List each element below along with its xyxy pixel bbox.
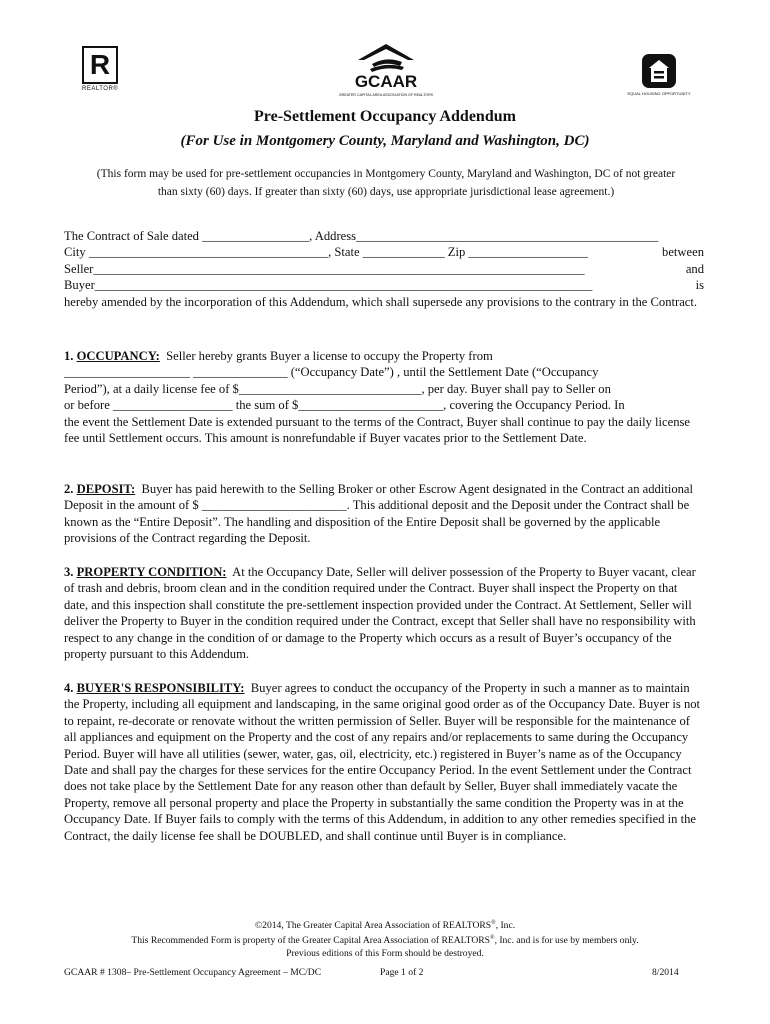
registered-mark: ® (491, 920, 496, 926)
seller-line (64, 261, 704, 277)
form-date: 8/2014 (652, 967, 679, 978)
copyright-line2-end: , Inc. and is for use by members only. (494, 935, 639, 947)
section-property-condition (64, 564, 704, 662)
section-4-text: Buyer agrees to conduct the occupancy of the Property in such a manner as to maintain the Property, including all equipment and landscaping, in the same original good order as of the Occupancy Date. Buyer is not to repaint, re-decorate or renovate without the written permission of Seller. Buyer will be responsible for the maintenance of all appliances and equipment on the Property and the cost of any repairs and/or replacements to same during the Occupancy Period. Buyer will have all utilities (sewer, water, gas, oil, electricity, etc.) registered in Buyer’s name as of the Occupancy Date and shall pay the charges for these services for the entire Occupancy Period. In the event Settlement under the Contract does not take place by the Settlement Date for any reason other than default by Seller, Buyer shall immediately vacate the Property, remove all personal property and place the Property in substantially the same condition the Property was in at the Occupancy Date. If Buyer fails to comply with the terms of this Addendum, in addition to any other remedies specified in the Contract, the daily license fee shall be DOUBLED, and shall continue until Buyer is in compliance. (64, 681, 701, 843)
section-1-text: the event the Settlement Date is extended pursuant to the terms of the Contract, Buyer shall continue to pay the daily license fee until Settlement occurs. This amount is nonrefundable if Buyer vacates prior to the Settlement Date. (64, 414, 691, 446)
section-1-number: 1 (64, 349, 71, 363)
buyer-field[interactable]: _______________________________________________________________________________ (94, 278, 593, 293)
usage-note-line2: than sixty (60) days. If greater than sixty (60) days, use appropriate jurisdictional lease agreement.) (157, 186, 615, 198)
section-4-number: 4. (64, 681, 74, 695)
copyright-block (0, 917, 770, 960)
section-3-heading: PROPERTY CONDITION: (76, 565, 227, 579)
section-3-text: At the Occupancy Date, Seller will deliver possession of the Property to Buyer vacant, clear of trash and debris, broom clean and in the condition required under the Contract. Buyer shall inspect the Property on that date, and this inspection shall constitute the pre-settlement inspection provided under the Contract. At Settlement, Seller will deliver the Property to Buyer in the condition required under the Contract, except that Seller shall have no responsibility with respect to any change in the condition of or damage to the Property which occurs as a result of Buyer’s occupancy of the property pursuant to this Addendum. (64, 565, 696, 662)
buyer-line (64, 277, 704, 293)
section-2-number: 2. (64, 482, 74, 496)
contract-date-label[interactable]: The Contract of Sale dated _________________, Address (64, 229, 357, 243)
gcaar-logo (336, 42, 436, 100)
city-state-zip-fields[interactable]: City ______________________________________, State _____________ Zip ___________________ (64, 245, 589, 260)
form-id: GCAAR # 1308– Pre-Settlement Occupancy Agreement – MC/DC (64, 967, 322, 978)
address-field[interactable]: ________________________________________________ (356, 229, 659, 243)
usage-note (64, 165, 708, 201)
section-3-number: 3. (64, 565, 74, 579)
document-title: Pre-Settlement Occupancy Addendum (254, 108, 516, 125)
copyright-line3: Previous editions of this Form should be destroyed. (286, 948, 484, 960)
usage-note-line1: (This form may be used for pre-settlement occupancies in Montgomery County, Maryland and Washington, DC of not greater (96, 168, 676, 180)
copyright-line1: ©2014, The Greater Capital Area Association of REALTORS (254, 920, 492, 932)
page-number: Page 1 of 2 (380, 967, 424, 978)
buyer-label: Buyer (64, 278, 95, 293)
between-label: between (662, 245, 704, 260)
contract-intro (64, 228, 704, 310)
document-subtitle: (For Use in Montgomery County, Maryland and Washington, DC) (180, 133, 590, 149)
gcaar-tagline: GREATER CAPITAL AREA ASSOCIATION OF REALTORS (338, 93, 434, 97)
registered-mark: ® (490, 935, 495, 942)
section-buyers-responsibility (64, 680, 704, 844)
realtor-mark: R (82, 46, 118, 84)
is-label: is (695, 278, 704, 293)
copyright-line2: This Recommended Form is property of the Greater Capital Area Association of REALTORS (131, 935, 490, 947)
section-1-line3[interactable]: Period”), at a daily license fee of $_____________________________, per day. Buyer shall pay to Seller on (64, 381, 611, 396)
eho-caption: EQUAL HOUSING OPPORTUNITY (627, 91, 691, 96)
city-state-zip-line (64, 244, 704, 260)
section-1-heading: OCCUPANCY: (76, 349, 160, 363)
section-deposit (64, 481, 704, 547)
section-2-heading: DEPOSIT: (76, 482, 136, 496)
seller-label: Seller (64, 261, 94, 276)
section-1-line1: Seller hereby grants Buyer a license to occupy the Property from (166, 349, 493, 363)
intro-text: hereby amended by the incorporation of this Addendum, which shall supersede any provisions to the contrary in the Contract. (64, 294, 698, 309)
realtor-caption: REALTOR® (82, 86, 119, 92)
section-occupancy: 1. OCCUPANCY: Seller hereby grants Buyer a license to occupy the Property from ____________________ _______________ (“Occupancy Date”) , until the Settlement Date (“Occupancy Period”), at a daily license fee of $_____________________________, per day. Buyer shall pay to Seller on or before ___________________ the sum of $_______________________, covering the Occupancy Period. In the event the Settlement Date is extended pursuant to the terms of the Contract, Buyer shall continue to pay the daily license fee until Settlement occurs. This amount is nonrefundable if Buyer vacates prior to the Settlement Date. (64, 348, 704, 446)
section-4-heading: BUYER'S RESPONSIBILITY: (76, 681, 245, 695)
section-1-line4[interactable]: or before ___________________ the sum of $_______________________, covering the Occupancy Period. In (64, 398, 625, 413)
equal-housing-icon (627, 50, 692, 98)
equal-housing-logo (627, 50, 692, 98)
and-label: and (685, 261, 704, 276)
seller-field[interactable]: ______________________________________________________________________________ (93, 261, 585, 276)
section-1-line2[interactable]: ____________________ _______________ (“Occupancy Date”) , until the Settlement Date (“Occupancy (64, 365, 599, 380)
realtor-logo (82, 46, 128, 98)
section-2-text: Buyer has paid herewith to the Selling Broker or other Escrow Agent designated in the Contract an additional Deposit in the amount of $ _______________________. This additional deposit and the Deposit under the Contract shall be known as the “Entire Deposit”. The handling and disposition of the Entire Deposit shall be governed by the applicable provisions of the Contract regarding the Deposit. (64, 482, 694, 546)
gcaar-name: GCAAR (354, 72, 418, 91)
contract-date-address-line (64, 228, 704, 244)
gcaar-house-icon (336, 42, 436, 100)
copyright-line1-end: , Inc. (495, 920, 516, 932)
